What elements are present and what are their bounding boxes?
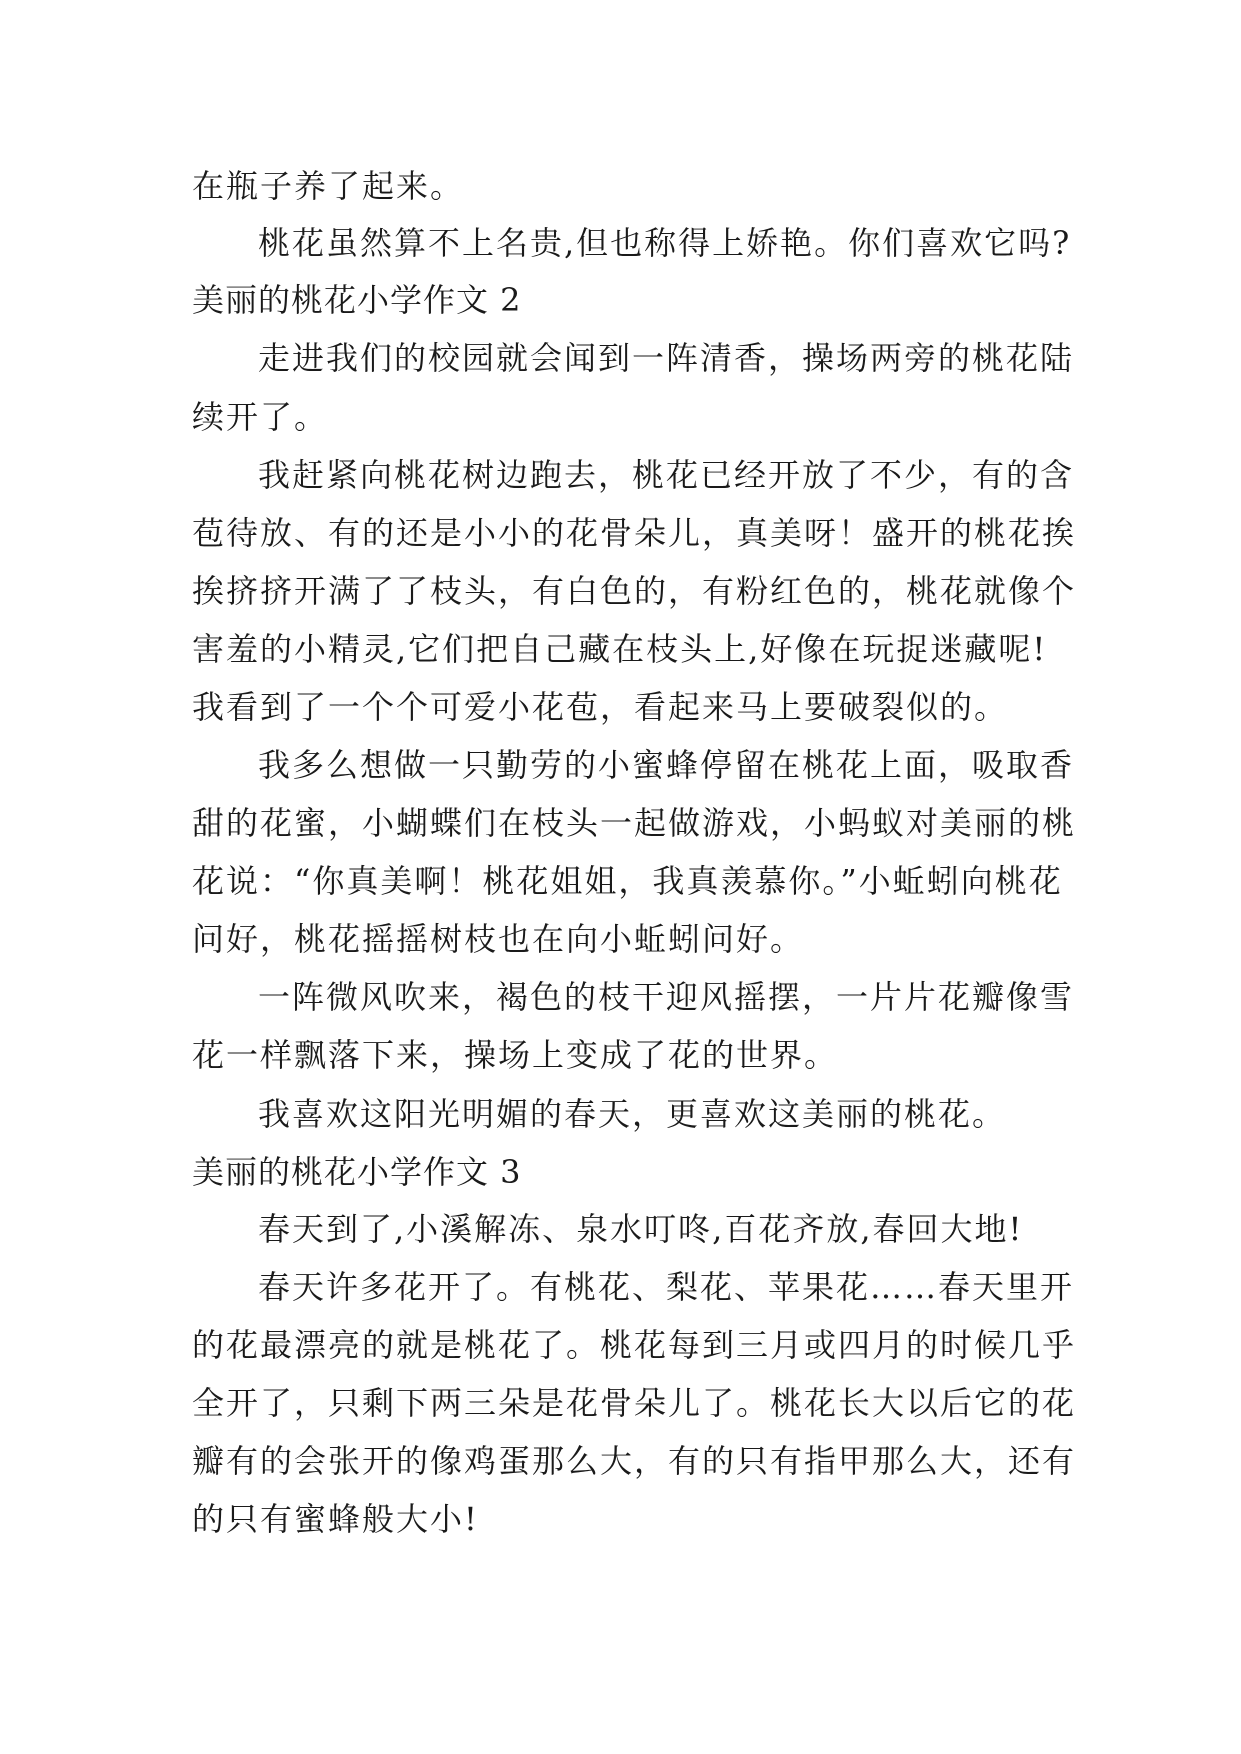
- text-line: 挨挤挤开满了了枝头，有白色的，有粉红色的，桃花就像个: [192, 572, 1077, 610]
- text-line: 问好，桃花摇摇树枝也在向小蚯蚓问好。: [192, 920, 805, 958]
- text-line: 苞待放、有的还是小小的花骨朵儿，真美呀！盛开的桃花挨: [192, 514, 1077, 552]
- text-line: 花一样飘落下来，操场上变成了花的世界。: [192, 1036, 839, 1074]
- text-line: 全开了，只剩下两三朵是花骨朵儿了。桃花长大以后它的花: [192, 1384, 1077, 1422]
- text-line: 春天到了,小溪解冻、泉水叮咚,百花齐放,春回大地!: [258, 1210, 1024, 1248]
- text-line: 花说：“你真美啊！桃花姐姐，我真羡慕你。”小蚯蚓向桃花: [192, 862, 1063, 900]
- text-line: 的只有蜜蜂般大小!: [192, 1500, 479, 1538]
- text-line: 的花最漂亮的就是桃花了。桃花每到三月或四月的时候几乎: [192, 1326, 1077, 1364]
- text-line: 走进我们的校园就会闻到一阵清香，操场两旁的桃花陆: [258, 339, 1075, 377]
- section-heading: 美丽的桃花小学作文 2: [192, 281, 522, 319]
- section-heading: 美丽的桃花小学作文 3: [192, 1153, 522, 1191]
- text-line: 我看到了一个个可爱小花苞，看起来马上要破裂似的。: [192, 688, 1009, 726]
- text-line: 一阵微风吹来，褐色的枝干迎风摇摆，一片片花瓣像雪: [258, 978, 1075, 1016]
- text-line: 我赶紧向桃花树边跑去，桃花已经开放了不少，有的含: [258, 456, 1075, 494]
- text-line: 瓣有的会张开的像鸡蛋那么大，有的只有指甲那么大，还有: [192, 1442, 1077, 1480]
- text-line: 害羞的小精灵,它们把自己藏在枝头上,好像在玩捉迷藏呢!: [192, 630, 1048, 668]
- text-line: 桃花虽然算不上名贵,但也称得上娇艳。你们喜欢它吗?: [258, 224, 1072, 262]
- text-line: 春天许多花开了。有桃花、梨花、苹果花……春天里开: [258, 1268, 1075, 1306]
- text-line: 我多么想做一只勤劳的小蜜蜂停留在桃花上面，吸取香: [258, 746, 1075, 784]
- text-line: 我喜欢这阳光明媚的春天，更喜欢这美丽的桃花。: [258, 1095, 1007, 1133]
- text-line: 在瓶子养了起来。: [192, 167, 465, 205]
- text-line: 续开了。: [192, 398, 329, 436]
- text-line: 甜的花蜜，小蝴蝶们在枝头一起做游戏，小蚂蚁对美丽的桃: [192, 804, 1077, 842]
